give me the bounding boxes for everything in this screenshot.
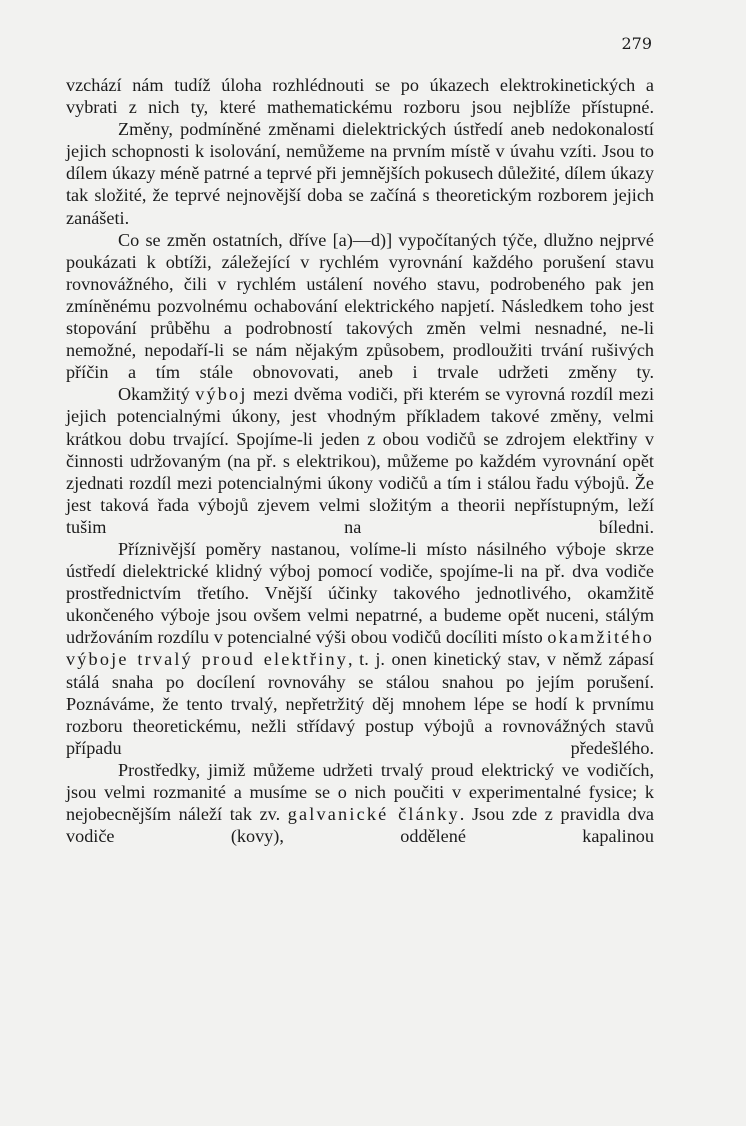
page-number: 279 <box>621 34 652 53</box>
paragraph-2 <box>66 118 654 228</box>
paragraph-5-text-after: , t. j. onen kinetický stav, v němž zápasí stálá snaha po docílení rovnováhy se stálou snahou po jejím porušení. Poznáváme, že tento trvalý, nepřetržitý děj mnohem lépe se hodí k prvnímu rozboru theoretickému, nežli střídavý postup výbojů a rovnovážných stavů případu předešlého. <box>66 649 654 758</box>
paragraph-3 <box>66 229 654 384</box>
paragraph-5 <box>66 538 654 759</box>
paragraph-1-text: vzchází nám tudíž úloha rozhlédnouti se po úkazech elektrokinetických a vybrati z nich ty, které mathematickému rozboru jsou nejblíže přístupné. <box>66 75 654 118</box>
paragraph-6-spaced-term: galvanické články <box>287 804 460 825</box>
paragraph-4 <box>66 383 654 538</box>
paragraph-4-text-after: mezi dvěma vodiči, při kterém se vyrovná rozdíl mezi jejich potencialnými úkony, jest vhodným příkladem takové změny, velmi krátkou dobu trvající. Spojíme-li jeden z obou vodičů se zdrojem elektřiny v činnosti udržovaným (na př. s elektrikou), můžeme po každém vyrovnání opět zjednati rozdíl mezi potencialnými úkony vodičů a tím i stálou řadu výbojů. Že jest taková řada výbojů zjevem velmi složitým a theorii nepřístupným, leží tušim na bíledni. <box>66 384 654 537</box>
paragraph-1 <box>66 74 654 118</box>
paragraph-4-text-before: Okamžitý <box>118 384 196 405</box>
page-body <box>66 74 654 847</box>
paragraph-4-spaced-term: výboj <box>195 384 248 405</box>
paragraph-3-text: Co se změn ostatních, dříve [a)—d)] vypočítaných týče, dlužno nejprvé poukázati k obtíži, záležející v rychlém vyrovnání každého porušení stavu rovnovážného, čili v rychlém ustálení nového stavu, podrobeného pak jen zmíněnému pozvolnému ochabování elektrického napjetí. Následkem toho jest stopování průběhu a podrobností takových změn velmi nesnadné, ne-li nemožné, nepodaří-li se nám nějakým způsobem, prodloužiti trvání rušivých příčin a tím stále obnovovati, aneb i trvale udržeti změny ty. <box>66 229 654 383</box>
paragraph-6-text-before: Prostředky, jimiž můžeme udržeti trvalý proud elektrický ve vodičích, jsou velmi rozmanité a musíme se o nich poučiti v experimentalné fysice; k nejobecnějším náleží tak zv. <box>66 759 654 825</box>
paragraph-5-text-before: Příznivější poměry nastanou, volíme-li místo násilného výboje skrze ústředí dielektrické klidný výboj pomocí vodiče, spojíme-li na př. dva vodiče prostřednictvím třetího. Vnější účinky takového jednotlivého, okamžitě ukončeného výboje jsou ovšem velmi nepatrné, a budeme opět nuceni, stálým udržováním rozdílu v potencialné výši obou vodičů docíliti místo <box>66 538 654 648</box>
paragraph-6-text-after: . Jsou zde z pravidla dva vodiče (kovy), oddělené kapalinou <box>66 804 654 847</box>
paragraph-5-spaced-term: okamžitého výboje trvalý proud elektřiny <box>66 627 654 670</box>
paragraph-2-text: Změny, podmíněné změnami dielektrických ústředí aneb nedokonalostí jejich schopnosti k isolování, nemůžeme na prvním místě v úvahu vzíti. Jsou to dílem úkazy méně patrné a teprvé při jemnějších pokusech důležité, dílem úkazy tak složité, že teprvé nejnovější doba se začíná s theoretickým rozborem jejich zanášeti. <box>66 119 654 228</box>
paragraph-6 <box>66 759 654 847</box>
